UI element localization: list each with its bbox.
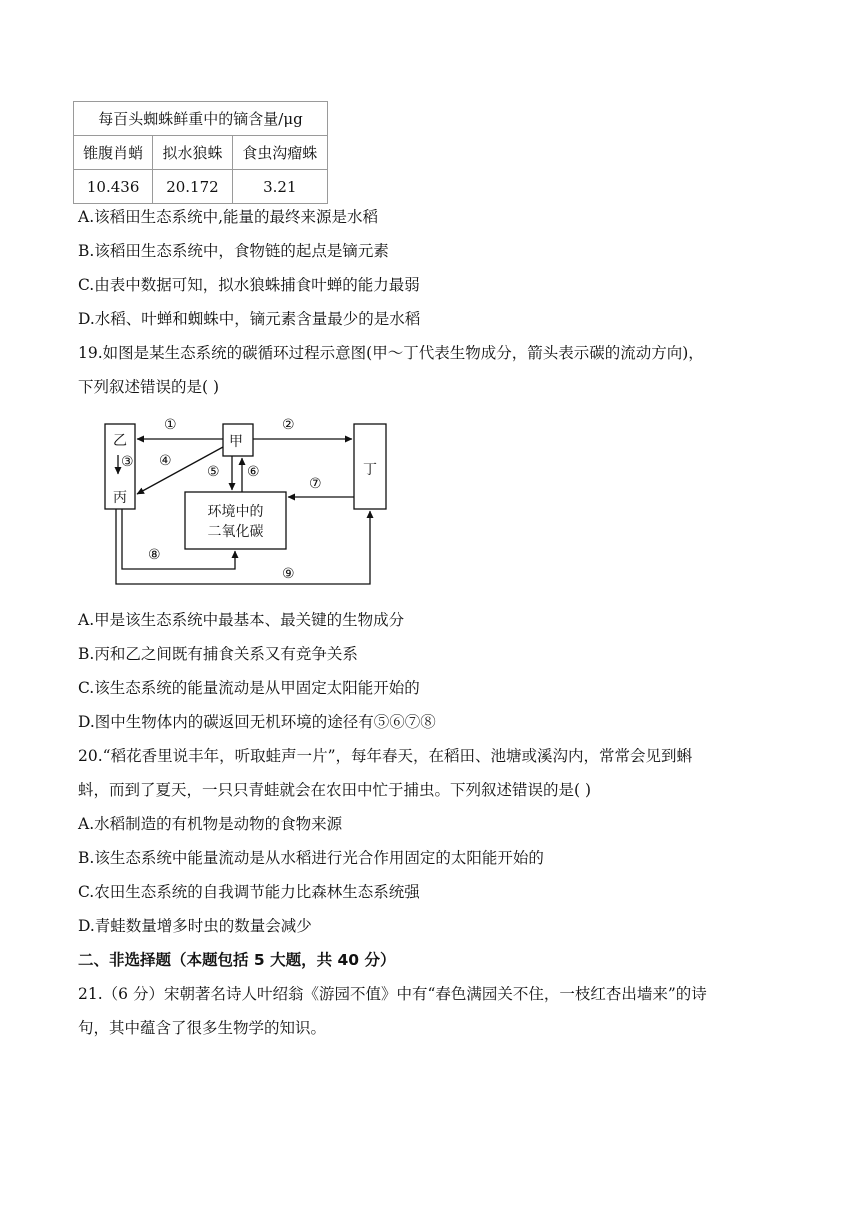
arrow-num-8: ⑧: [148, 547, 161, 563]
table-header: 每百头蜘蛛鲜重中的镝含量/μg: [74, 102, 328, 136]
q19-option-b: B.丙和乙之间既有捕食关系又有竞争关系: [78, 645, 358, 663]
box-env-co2: [185, 492, 286, 549]
q19-option-c: C.该生态系统的能量流动是从甲固定太阳能开始的: [78, 679, 420, 697]
q18-option-a: A.该稻田生态系统中,能量的最终来源是水稻: [78, 208, 379, 226]
q20-stem-line1: 20.“稻花香里说丰年，听取蛙声一片”，每年春天，在稻田、池塘或溪沟内，常常会见到蝌: [78, 747, 693, 765]
table-cell: 10.436: [74, 170, 153, 204]
section-heading: 二、非选择题（本题包括 5 大题，共 40 分）: [78, 951, 396, 969]
arrow-num-4: ④: [159, 453, 172, 469]
table-cell: 20.172: [153, 170, 232, 204]
table-row: [74, 170, 328, 204]
table-row: [74, 102, 328, 136]
arrow-num-9: ⑨: [282, 566, 295, 582]
arrow-num-5: ⑤: [207, 464, 220, 480]
q21-line1: 21.（6 分）宋朝著名诗人叶绍翁《游园不值》中有“春色满园关不住，一枝红杏出墙来”的诗: [78, 985, 707, 1003]
table-cell: 3.21: [232, 170, 327, 204]
label-yi: 乙: [113, 433, 127, 449]
q20-option-a: A.水稻制造的有机物是动物的食物来源: [78, 815, 343, 833]
table-row: [74, 136, 328, 170]
column-header: 拟水狼蛛: [153, 136, 232, 170]
q19-option-d: D.图中生物体内的碳返回无机环境的途径有⑤⑥⑦⑧: [78, 713, 436, 731]
arrow-num-6: ⑥: [247, 464, 260, 480]
column-header: 锥腹肖蛸: [74, 136, 153, 170]
carbon-cycle-diagram: [96, 412, 396, 592]
q20-stem-line2: 蚪，而到了夏天，一只只青蛙就会在农田中忙于捕虫。下列叙述错误的是( ): [78, 781, 592, 799]
q18-option-d: D.水稻、叶蝉和蜘蛛中，镝元素含量最少的是水稻: [78, 310, 421, 328]
label-env-line2: 二氧化碳: [207, 524, 264, 540]
q21-line2: 句，其中蕴含了很多生物学的知识。: [78, 1019, 327, 1037]
arrow-num-3: ③: [121, 454, 134, 470]
q20-option-b: B.该生态系统中能量流动是从水稻进行光合作用固定的太阳能开始的: [78, 849, 544, 867]
q19-stem-line2: 下列叙述错误的是( ): [78, 378, 220, 396]
column-header: 食虫沟瘤蛛: [232, 136, 327, 170]
label-bing: 丙: [113, 490, 127, 506]
label-ding: 丁: [363, 462, 377, 478]
label-env-line1: 环境中的: [207, 504, 264, 520]
q18-option-b: B.该稻田生态系统中，食物链的起点是镝元素: [78, 242, 389, 260]
q19-option-a: A.甲是该生态系统中最基本、最关键的生物成分: [78, 611, 405, 629]
q20-option-d: D.青蛙数量增多时虫的数量会减少: [78, 917, 312, 935]
q19-stem-line1: 19.如图是某生态系统的碳循环过程示意图(甲～丁代表生物成分，箭头表示碳的流动方向)，: [78, 344, 704, 362]
arrow-num-7: ⑦: [309, 476, 322, 492]
dysprosium-table: [73, 101, 328, 204]
arrow-num-2: ②: [282, 417, 295, 433]
q18-option-c: C.由表中数据可知，拟水狼蛛捕食叶蝉的能力最弱: [78, 276, 420, 294]
label-jia: 甲: [229, 434, 243, 450]
arrow-num-1: ①: [164, 417, 177, 433]
q20-option-c: C.农田生态系统的自我调节能力比森林生态系统强: [78, 883, 420, 901]
